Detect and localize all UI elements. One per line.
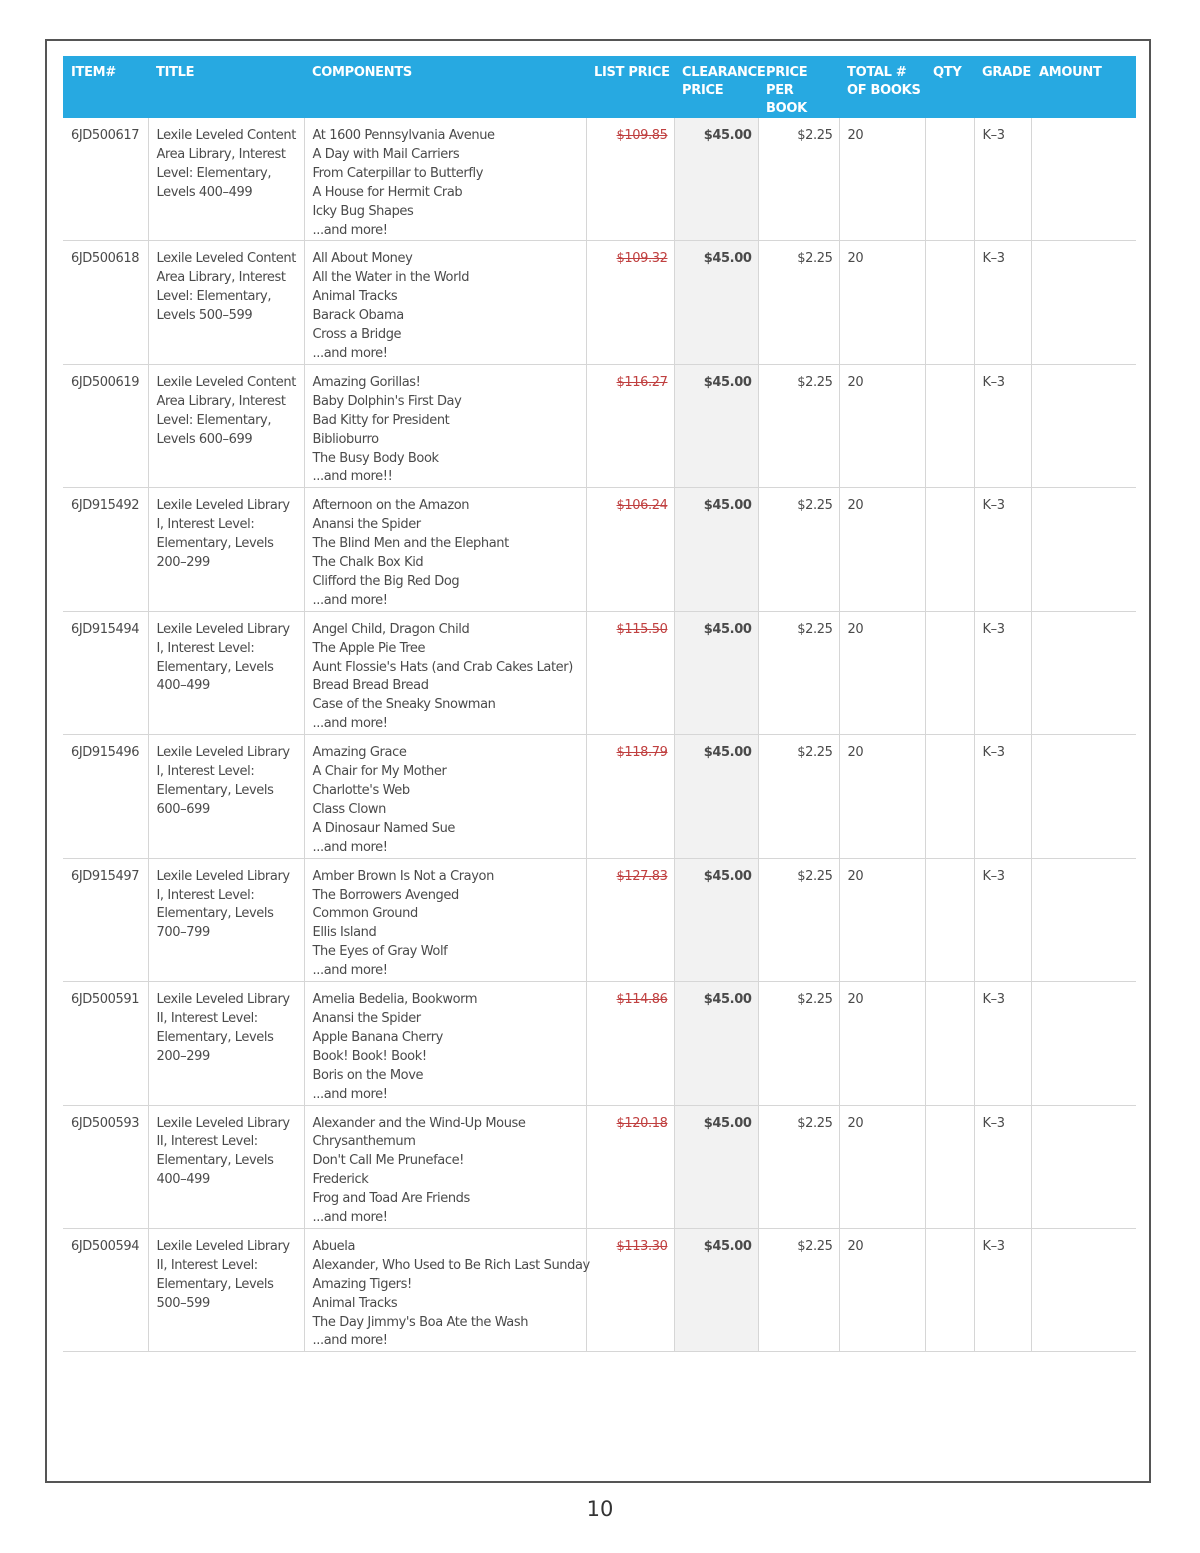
clearance-price: $45.00	[674, 735, 758, 858]
header-qty: QTY	[925, 56, 974, 118]
components-list	[304, 364, 586, 487]
clearance-price: $45.00	[674, 1105, 758, 1228]
component-item: Baby Dolphin's First Day	[312, 393, 462, 409]
item-title: Lexile Leveled Library I, Interest Level: Elementary, Levels 700–799	[148, 858, 304, 981]
component-item: Class Clown	[312, 801, 386, 817]
component-item: Amazing Gorillas!	[312, 374, 421, 390]
component-item: Boris on the Move	[312, 1067, 424, 1083]
grade: K–3	[974, 982, 1031, 1105]
list-price-value: $115.50	[616, 621, 668, 637]
list-price	[586, 241, 674, 364]
total-books: 20	[839, 611, 925, 734]
grade: K–3	[974, 611, 1031, 734]
item-title: Lexile Leveled Library II, Interest Level: Elementary, Levels 400–499	[148, 1105, 304, 1228]
list-price-value: $118.79	[616, 745, 668, 761]
qty-field[interactable]	[925, 982, 974, 1105]
price-per-book: $2.25	[758, 858, 839, 981]
amount-field[interactable]	[1031, 1228, 1136, 1351]
item-title: Lexile Leveled Library II, Interest Level: Elementary, Levels 500–599	[148, 1228, 304, 1351]
item-number: 6JD915497	[63, 858, 148, 981]
grade: K–3	[974, 488, 1031, 611]
header-item: ITEM#	[63, 56, 148, 118]
item-number: 6JD500617	[63, 118, 148, 241]
component-item: Frog and Toad Are Friends	[312, 1191, 470, 1207]
component-item: Animal Tracks	[312, 289, 398, 305]
total-books: 20	[839, 364, 925, 487]
component-item: ...and more!	[312, 222, 388, 238]
amount-field[interactable]	[1031, 1105, 1136, 1228]
total-books: 20	[839, 982, 925, 1105]
component-item: Aunt Flossie's Hats (and Crab Cakes Later)	[312, 659, 573, 675]
component-item: Chrysanthemum	[312, 1134, 416, 1150]
qty-field[interactable]	[925, 1228, 974, 1351]
component-item: A House for Hermit Crab	[312, 184, 463, 200]
component-item: ...and more!	[312, 963, 388, 979]
component-item: A Chair for My Mother	[312, 764, 447, 780]
item-title: Lexile Leveled Library I, Interest Level: Elementary, Levels 400–499	[148, 611, 304, 734]
amount-field[interactable]	[1031, 611, 1136, 734]
qty-field[interactable]	[925, 488, 974, 611]
list-price-value: $109.85	[616, 128, 668, 143]
qty-field[interactable]	[925, 241, 974, 364]
price-per-book: $2.25	[758, 1228, 839, 1351]
clearance-price: $45.00	[674, 858, 758, 981]
component-item: Clifford the Big Red Dog	[312, 573, 460, 589]
components-list	[304, 982, 586, 1105]
component-item: Biblioburro	[312, 431, 379, 447]
list-price	[586, 1105, 674, 1228]
total-books: 20	[839, 1105, 925, 1228]
component-item: Bad Kitty for President	[312, 412, 450, 428]
list-price-value: $120.18	[616, 1115, 668, 1131]
item-title: Lexile Leveled Content Area Library, Interest Level: Elementary, Levels 500–599	[148, 241, 304, 364]
table-body	[63, 118, 1136, 1352]
header-title: TITLE	[148, 56, 304, 118]
list-price	[586, 735, 674, 858]
header-grade: GRADE	[974, 56, 1031, 118]
item-title: Lexile Leveled Library I, Interest Level: Elementary, Levels 200–299	[148, 488, 304, 611]
price-per-book: $2.25	[758, 982, 839, 1105]
component-item: A Dinosaur Named Sue	[312, 820, 456, 836]
list-price-value: $114.86	[616, 992, 668, 1008]
header-components: COMPONENTS	[304, 56, 586, 118]
components-list	[304, 858, 586, 981]
component-item: Ellis Island	[312, 925, 377, 941]
component-item: All About Money	[312, 251, 413, 267]
component-item: Amazing Tigers!	[312, 1276, 412, 1292]
header-clearance-price: CLEARANCE PRICE	[674, 56, 758, 118]
item-number: 6JD915492	[63, 488, 148, 611]
header-price-per-book: PRICE PER BOOK	[758, 56, 839, 118]
list-price-value: $127.83	[616, 868, 668, 884]
total-books: 20	[839, 1228, 925, 1351]
amount-field[interactable]	[1031, 858, 1136, 981]
component-item: ...and more!!	[312, 469, 393, 485]
table-row	[63, 488, 1136, 611]
component-item: Abuela	[312, 1238, 356, 1254]
component-item: At 1600 Pennsylvania Avenue	[312, 128, 495, 143]
component-item: Angel Child, Dragon Child	[312, 621, 470, 637]
amount-field[interactable]	[1031, 488, 1136, 611]
grade: K–3	[974, 735, 1031, 858]
components-list	[304, 735, 586, 858]
list-price	[586, 858, 674, 981]
qty-field[interactable]	[925, 735, 974, 858]
item-number: 6JD915496	[63, 735, 148, 858]
components-list	[304, 488, 586, 611]
components-list	[304, 118, 586, 241]
component-item: Amazing Grace	[312, 745, 407, 761]
components-list	[304, 1105, 586, 1228]
list-price-value: $109.32	[616, 251, 668, 267]
table-row	[63, 1228, 1136, 1351]
total-books: 20	[839, 241, 925, 364]
item-number: 6JD500619	[63, 364, 148, 487]
item-title: Lexile Leveled Content Area Library, Interest Level: Elementary, Levels 400–499	[148, 118, 304, 241]
component-item: The Apple Pie Tree	[312, 640, 426, 656]
amount-field[interactable]	[1031, 118, 1136, 241]
price-per-book: $2.25	[758, 364, 839, 487]
component-item: All the Water in the World	[312, 270, 470, 286]
clearance-price: $45.00	[674, 118, 758, 241]
component-item: Frederick	[312, 1172, 369, 1188]
components-list	[304, 611, 586, 734]
component-item: Cross a Bridge	[312, 327, 402, 343]
table-row	[63, 1105, 1136, 1228]
component-item: ...and more!	[312, 716, 388, 732]
amount-field[interactable]	[1031, 982, 1136, 1105]
grade: K–3	[974, 241, 1031, 364]
list-price	[586, 118, 674, 241]
component-item: Common Ground	[312, 906, 418, 922]
list-price	[586, 364, 674, 487]
clearance-price: $45.00	[674, 982, 758, 1105]
component-item: Amelia Bedelia, Bookworm	[312, 992, 478, 1008]
total-books: 20	[839, 118, 925, 241]
header-total-books: TOTAL # OF BOOKS	[839, 56, 925, 118]
component-item: ...and more!	[312, 592, 388, 608]
item-number: 6JD500618	[63, 241, 148, 364]
amount-field[interactable]	[1031, 241, 1136, 364]
component-item: The Borrowers Avenged	[312, 887, 459, 903]
table-row	[63, 611, 1136, 734]
component-item: Book! Book! Book!	[312, 1048, 427, 1064]
list-price	[586, 1228, 674, 1351]
components-list	[304, 241, 586, 364]
clearance-price: $45.00	[674, 364, 758, 487]
component-item: ...and more!	[312, 345, 388, 361]
item-title: Lexile Leveled Content Area Library, Interest Level: Elementary, Levels 600–699	[148, 364, 304, 487]
grade: K–3	[974, 1228, 1031, 1351]
component-item: The Chalk Box Kid	[312, 555, 424, 571]
table-row	[63, 118, 1136, 241]
grade: K–3	[974, 1105, 1031, 1228]
component-item: The Blind Men and the Elephant	[312, 536, 509, 552]
component-item: Apple Banana Cherry	[312, 1029, 443, 1045]
qty-field[interactable]	[925, 118, 974, 241]
component-item: ...and more!	[312, 1333, 388, 1349]
component-item: Alexander and the Wind-Up Mouse	[312, 1115, 526, 1131]
qty-field[interactable]	[925, 611, 974, 734]
qty-field[interactable]	[925, 858, 974, 981]
component-item: The Day Jimmy's Boa Ate the Wash	[312, 1314, 529, 1330]
component-item: Barack Obama	[312, 308, 404, 324]
item-title: Lexile Leveled Library II, Interest Level: Elementary, Levels 200–299	[148, 982, 304, 1105]
component-item: Alexander, Who Used to Be Rich Last Sunday	[312, 1257, 590, 1273]
order-table	[63, 56, 1136, 1352]
component-item: From Caterpillar to Butterfly	[312, 165, 484, 181]
header-amount: AMOUNT	[1031, 56, 1136, 118]
component-item: The Eyes of Gray Wolf	[312, 944, 448, 960]
component-item: Anansi the Spider	[312, 1010, 421, 1026]
qty-field[interactable]	[925, 1105, 974, 1228]
amount-field[interactable]	[1031, 364, 1136, 487]
table-row	[63, 735, 1136, 858]
component-item: ...and more!	[312, 839, 388, 855]
component-item: Icky Bug Shapes	[312, 203, 414, 219]
grade: K–3	[974, 858, 1031, 981]
qty-field[interactable]	[925, 364, 974, 487]
component-item: Afternoon on the Amazon	[312, 498, 470, 514]
header-list-price: LIST PRICE	[586, 56, 674, 118]
component-item: ...and more!	[312, 1210, 388, 1226]
clearance-price: $45.00	[674, 1228, 758, 1351]
table-row	[63, 858, 1136, 981]
table-row	[63, 982, 1136, 1105]
item-number: 6JD915494	[63, 611, 148, 734]
price-per-book: $2.25	[758, 611, 839, 734]
component-item: Bread Bread Bread	[312, 678, 429, 694]
price-per-book: $2.25	[758, 241, 839, 364]
component-item: Animal Tracks	[312, 1295, 398, 1311]
price-per-book: $2.25	[758, 735, 839, 858]
component-item: Don't Call Me Pruneface!	[312, 1153, 464, 1169]
table-row	[63, 241, 1136, 364]
list-price-value: $116.27	[616, 374, 668, 390]
clearance-price: $45.00	[674, 241, 758, 364]
component-item: A Day with Mail Carriers	[312, 146, 460, 162]
list-price	[586, 982, 674, 1105]
list-price-value: $113.30	[616, 1238, 668, 1254]
table-row	[63, 364, 1136, 487]
list-price-value: $106.24	[616, 498, 668, 514]
table-header-row	[63, 56, 1136, 118]
component-item: The Busy Body Book	[312, 450, 439, 466]
total-books: 20	[839, 488, 925, 611]
component-item: ...and more!	[312, 1086, 388, 1102]
total-books: 20	[839, 735, 925, 858]
page-number: 10	[586, 1497, 614, 1521]
component-item: Charlotte's Web	[312, 783, 410, 798]
components-list	[304, 1228, 590, 1351]
component-item: Amber Brown Is Not a Crayon	[312, 868, 494, 884]
item-number: 6JD500593	[63, 1105, 148, 1228]
item-number: 6JD500591	[63, 982, 148, 1105]
total-books: 20	[839, 858, 925, 981]
price-per-book: $2.25	[758, 488, 839, 611]
component-item: Case of the Sneaky Snowman	[312, 697, 496, 713]
grade: K–3	[974, 364, 1031, 487]
clearance-price: $45.00	[674, 488, 758, 611]
item-title: Lexile Leveled Library I, Interest Level: Elementary, Levels 600–699	[148, 735, 304, 858]
clearance-price: $45.00	[674, 611, 758, 734]
list-price	[586, 488, 674, 611]
list-price	[586, 611, 674, 734]
component-item: Anansi the Spider	[312, 517, 421, 533]
grade: K–3	[974, 118, 1031, 241]
item-number: 6JD500594	[63, 1228, 148, 1351]
price-per-book: $2.25	[758, 118, 839, 241]
price-per-book: $2.25	[758, 1105, 839, 1228]
amount-field[interactable]	[1031, 735, 1136, 858]
